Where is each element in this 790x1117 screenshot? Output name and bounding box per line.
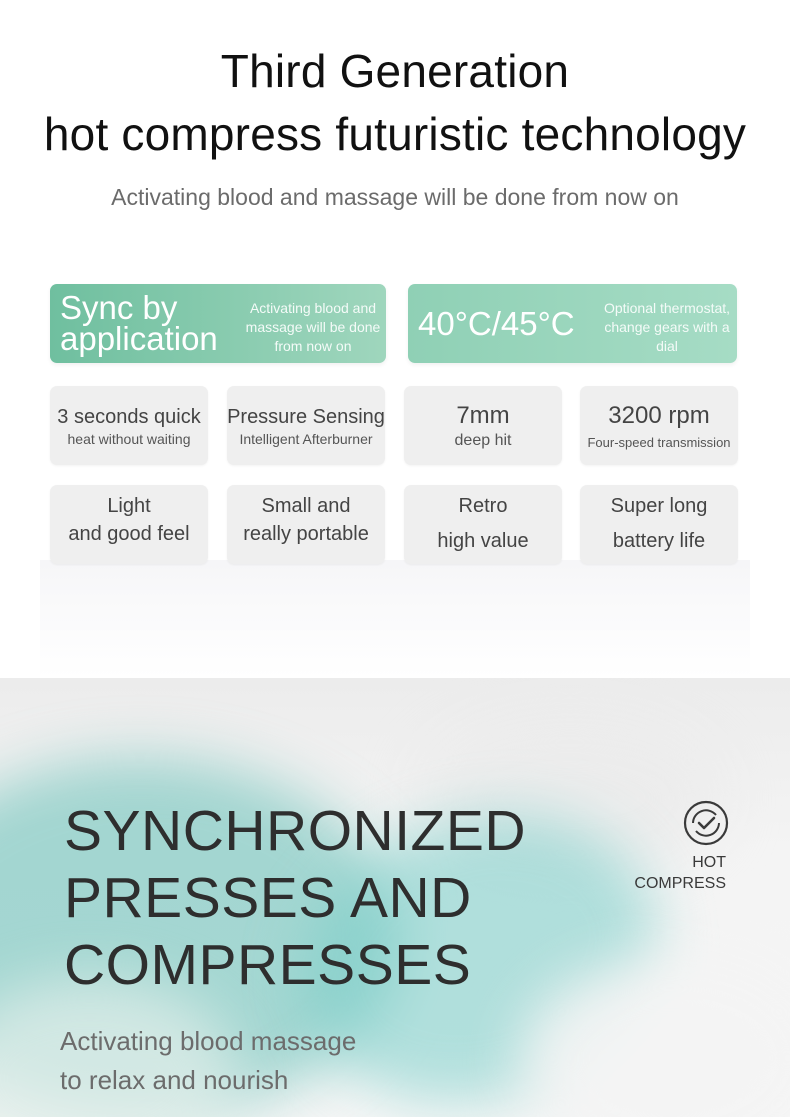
feature-title: 7mm <box>456 402 510 429</box>
highlight-sync-title: Sync by application <box>60 289 218 357</box>
feature-desc: really portable <box>243 523 369 545</box>
feature-battery <box>580 485 738 564</box>
section-heading-line2: PRESSES AND <box>64 866 472 930</box>
feature-portable <box>227 485 385 564</box>
feature-retro <box>404 485 562 564</box>
badge-line2: COMPRESS <box>634 875 726 892</box>
section-heading <box>64 798 526 999</box>
section-subtitle <box>60 1022 356 1100</box>
badge-line1: HOT <box>692 854 726 871</box>
section-heading-line3: COMPRESSES <box>64 933 472 997</box>
feature-desc: high value <box>437 530 529 552</box>
feature-light <box>50 485 208 564</box>
background-fade <box>40 560 750 678</box>
feature-quick-heat <box>50 386 208 465</box>
section-subtitle-line2: to relax and nourish <box>60 1065 289 1095</box>
feature-desc: battery life <box>612 530 706 552</box>
feature-desc: heat without waiting <box>67 431 191 447</box>
highlight-temperature-title: 40°C/45°C <box>418 305 575 342</box>
page-title-line1: Third Generation <box>220 45 570 97</box>
page-subtitle: Activating blood and massage will be done from now on <box>111 184 679 210</box>
feature-desc: deep hit <box>454 432 512 449</box>
feature-rpm <box>580 386 738 465</box>
highlight-temperature <box>408 284 737 363</box>
feature-title: Small and <box>261 495 351 517</box>
feature-desc: and good feel <box>68 523 190 545</box>
feature-title: Super long <box>610 495 708 517</box>
feature-title: 3 seconds quick <box>57 406 201 428</box>
feature-desc: Intelligent Afterburner <box>239 431 373 447</box>
feature-pressure-sensing <box>227 386 385 465</box>
feature-title: Light <box>107 495 151 517</box>
feature-desc: Four-speed transmission <box>587 435 731 450</box>
check-circle-icon <box>683 800 729 846</box>
feature-title: Retro <box>458 495 508 517</box>
feature-deep-hit <box>404 386 562 465</box>
highlight-temperature-desc: Optional thermostat, change gears with a dial <box>603 300 731 354</box>
section-heading-line1: SYNCHRONIZED <box>64 799 527 863</box>
feature-title: 3200 rpm <box>608 402 710 429</box>
highlight-sync <box>50 284 386 363</box>
feature-title: Pressure Sensing <box>227 406 385 428</box>
highlight-sync-desc: Activating blood and massage will be done from now on <box>245 300 381 354</box>
page-title-line2: hot compress futuristic technology <box>43 108 747 160</box>
section-subtitle-line1: Activating blood massage <box>60 1026 357 1056</box>
hot-compress-badge <box>620 852 726 894</box>
